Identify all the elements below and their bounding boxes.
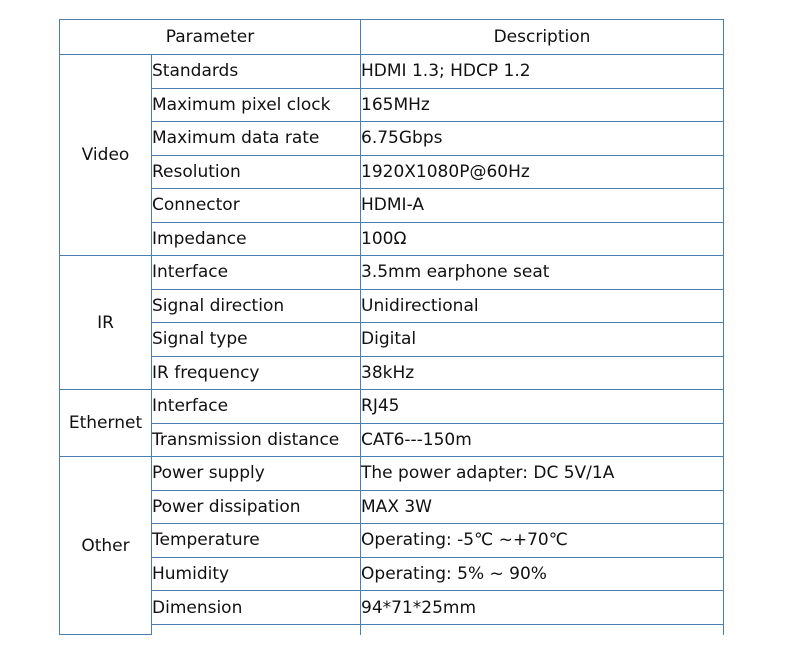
desc-cell: Operating: 5% ~ 90% xyxy=(361,557,724,591)
cut-off-param-cell xyxy=(152,625,361,635)
header-parameter: Parameter xyxy=(60,20,361,55)
param-cell: Resolution xyxy=(152,155,361,189)
group-other: Other xyxy=(60,457,152,635)
table-row xyxy=(60,390,724,424)
table-row xyxy=(60,323,724,357)
table-row xyxy=(60,88,724,122)
desc-cell: 1920X1080P@60Hz xyxy=(361,155,724,189)
table-row xyxy=(60,189,724,223)
param-cell: Impedance xyxy=(152,222,361,256)
table-row xyxy=(60,591,724,625)
param-cell: Dimension xyxy=(152,591,361,625)
desc-cell: 94*71*25mm xyxy=(361,591,724,625)
param-cell: Connector xyxy=(152,189,361,223)
param-cell: Maximum pixel clock xyxy=(152,88,361,122)
param-cell: Transmission distance xyxy=(152,423,361,457)
param-cell: Humidity xyxy=(152,557,361,591)
table-row xyxy=(60,356,724,390)
table-row xyxy=(60,524,724,558)
desc-cell: 100Ω xyxy=(361,222,724,256)
param-cell: Standards xyxy=(152,55,361,89)
param-cell: Maximum data rate xyxy=(152,122,361,156)
group-video: Video xyxy=(60,55,152,256)
header-row xyxy=(60,20,724,55)
param-cell: Signal type xyxy=(152,323,361,357)
table-row xyxy=(60,457,724,491)
spec-table xyxy=(59,19,724,635)
desc-cell: 38kHz xyxy=(361,356,724,390)
table-row xyxy=(60,222,724,256)
desc-cell: MAX 3W xyxy=(361,490,724,524)
desc-cell: The power adapter: DC 5V/1A xyxy=(361,457,724,491)
desc-cell: HDMI 1.3; HDCP 1.2 xyxy=(361,55,724,89)
desc-cell: 6.75Gbps xyxy=(361,122,724,156)
group-ethernet: Ethernet xyxy=(60,390,152,457)
table-row xyxy=(60,155,724,189)
desc-cell: 3.5mm earphone seat xyxy=(361,256,724,290)
table-row-cut-off xyxy=(60,625,724,635)
table-row xyxy=(60,423,724,457)
param-cell: Power supply xyxy=(152,457,361,491)
desc-cell: Digital xyxy=(361,323,724,357)
group-ir: IR xyxy=(60,256,152,390)
table-row xyxy=(60,289,724,323)
table-row xyxy=(60,122,724,156)
desc-cell: 165MHz xyxy=(361,88,724,122)
table-row xyxy=(60,557,724,591)
param-cell: Signal direction xyxy=(152,289,361,323)
param-cell: Interface xyxy=(152,390,361,424)
param-cell: Power dissipation xyxy=(152,490,361,524)
table-row xyxy=(60,490,724,524)
table-row xyxy=(60,55,724,89)
desc-cell: RJ45 xyxy=(361,390,724,424)
header-description: Description xyxy=(361,20,724,55)
param-cell: Interface xyxy=(152,256,361,290)
param-cell: Temperature xyxy=(152,524,361,558)
param-cell: IR frequency xyxy=(152,356,361,390)
desc-cell: Operating: -5℃ ~+70℃ xyxy=(361,524,724,558)
desc-cell: Unidirectional xyxy=(361,289,724,323)
cut-off-desc-cell xyxy=(361,625,724,635)
desc-cell: CAT6---150m xyxy=(361,423,724,457)
desc-cell: HDMI-A xyxy=(361,189,724,223)
table-row xyxy=(60,256,724,290)
